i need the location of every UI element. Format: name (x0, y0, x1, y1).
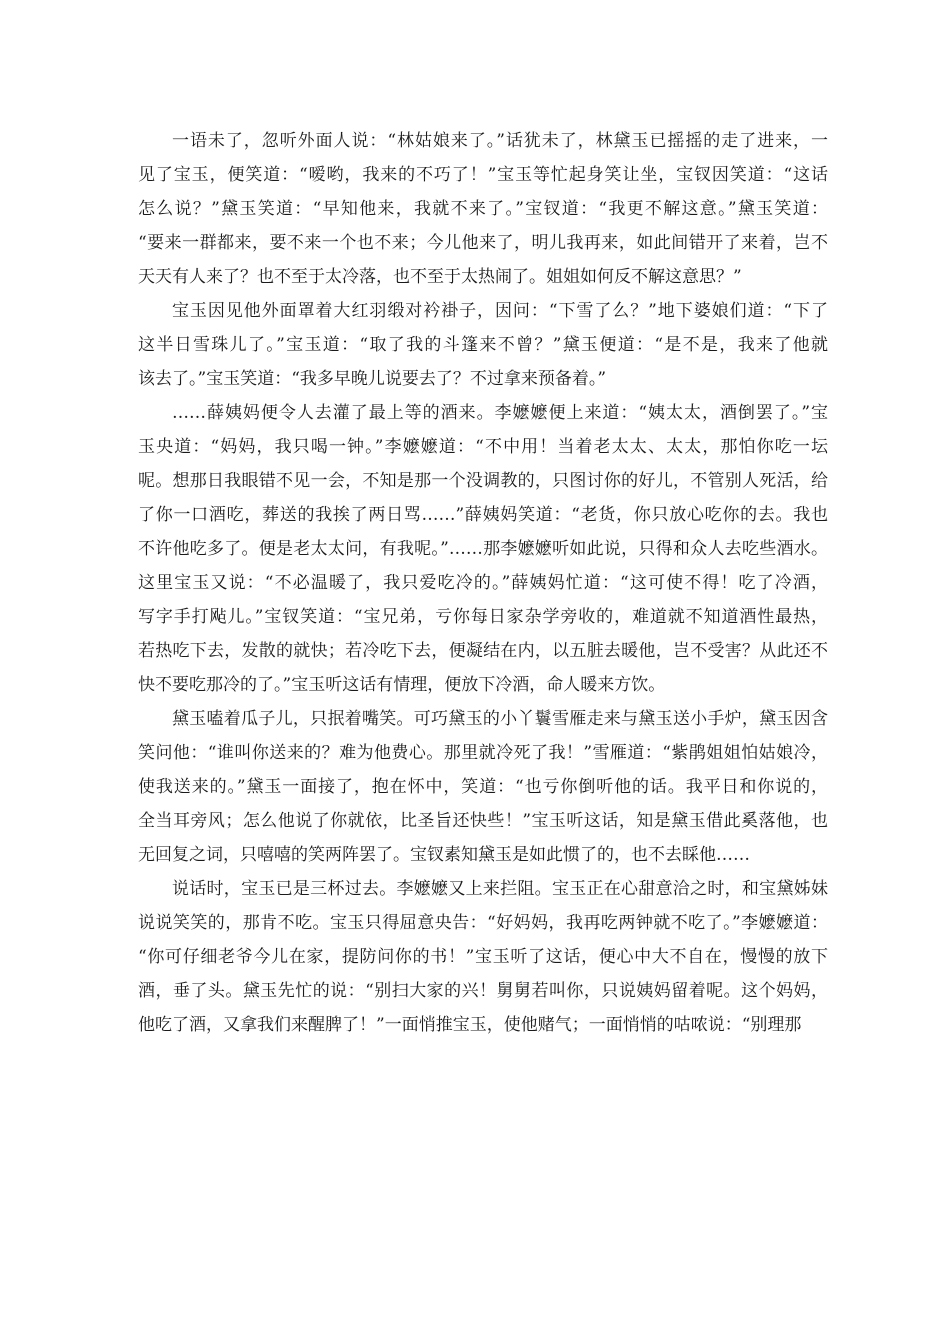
text-line: “要来一群都来，要不来一个也不来；今儿他来了，明儿我再来，如此间错开了来着，岂不 (138, 233, 828, 253)
paragraph (138, 294, 828, 396)
text-line: 说说笑笑的，那肯不吃。宝玉只得屈意央告：“好妈妈，我再吃两钟就不吃了。”李嬷嬷道： (138, 913, 828, 933)
text-line: 全当耳旁风；怎么他说了你就依，比圣旨还快些！”宝玉听这话，知是黛玉借此奚落他，也 (138, 811, 828, 831)
text-line: 使我送来的。”黛玉一面接了，抱在怀中，笑道：“也亏你倒听他的话。我平日和你说的， (138, 777, 828, 797)
paragraph (138, 396, 828, 702)
text-line: 该去了。”宝玉笑道：“我多早晚儿说要去了？不过拿来预备着。” (138, 369, 607, 389)
body-text (138, 124, 828, 1042)
text-line: 无回复之词，只嘻嘻的笑两阵罢了。宝钗素知黛玉是如此惯了的，也不去睬他…… (138, 845, 750, 865)
text-line: 一语未了，忽听外面人说：“林姑娘来了。”话犹未了，林黛玉已摇摇的走了进来，一 (172, 131, 828, 151)
text-line: 了你一口酒吃，葬送的我挨了两日骂……”薛姨妈笑道：“老货，你只放心吃你的去。我也 (138, 505, 828, 525)
text-line: “你可仔细老爷今儿在家，提防问你的书！”宝玉听了这话，便心中大不自在，慢慢的放下 (138, 947, 828, 967)
text-line: 他吃了酒，又拿我们来醒脾了！”一面悄推宝玉，使他赌气；一面悄悄的咕哝说：“别理那 (138, 1015, 802, 1035)
text-line: 见了宝玉，便笑道：“嗳哟，我来的不巧了！”宝玉等忙起身笑让坐，宝钗因笑道：“这话 (138, 165, 828, 185)
text-line: 宝玉因见他外面罩着大红羽缎对衿褂子，因问：“下雪了么？”地下婆娘们道：“下了 (172, 301, 828, 321)
text-line: 这半日雪珠儿了。”宝玉道：“取了我的斗篷来不曾？”黛玉便道：“是不是，我来了他就 (138, 335, 828, 355)
text-line: 写字手打飐儿。”宝钗笑道：“宝兄弟，亏你每日家杂学旁收的，难道就不知道酒性最热， (138, 607, 828, 627)
text-line: 酒，垂了头。黛玉先忙的说：“别扫大家的兴！舅舅若叫你，只说姨妈留着呢。这个妈妈， (138, 981, 828, 1001)
text-line: 怎么说？”黛玉笑道：“早知他来，我就不来了。”宝钗道：“我更不解这意。”黛玉笑道： (138, 199, 828, 219)
text-line: 若热吃下去，发散的就快；若冷吃下去，便凝结在内，以五脏去暖他，岂不受害？从此还不 (138, 641, 828, 661)
text-line: 天天有人来了？也不至于太冷落，也不至于太热闹了。姐姐如何反不解这意思？” (138, 267, 742, 287)
text-line: 不许他吃多了。便是老太太问，有我呢。”……那李嬷嬷听如此说，只得和众人去吃些酒水。 (138, 539, 828, 559)
text-line: 笑问他：“谁叫你送来的？难为他费心。那里就冷死了我！”雪雁道：“紫鹃姐姐怕姑娘冷， (138, 743, 828, 763)
paragraph (138, 124, 828, 294)
paragraph (138, 872, 828, 1042)
text-line: 黛玉嗑着瓜子儿，只抿着嘴笑。可巧黛玉的小丫鬟雪雁走来与黛玉送小手炉，黛玉因含 (172, 709, 828, 729)
text-line: 快不要吃那冷的了。”宝玉听这话有情理，便放下冷酒，命人暖来方饮。 (138, 675, 666, 695)
text-line: ……薛姨妈便令人去灌了最上等的酒来。李嬷嬷便上来道：“姨太太，酒倒罢了。”宝 (172, 403, 828, 423)
text-line: 这里宝玉又说：“不必温暖了，我只爱吃冷的。”薛姨妈忙道：“这可使不得！吃了冷酒， (138, 573, 828, 593)
text-line: 说话时，宝玉已是三杯过去。李嬷嬷又上来拦阻。宝玉正在心甜意洽之时，和宝黛姊妹 (172, 879, 828, 899)
paragraph (138, 702, 828, 872)
text-line: 玉央道：“妈妈，我只喝一钟。”李嬷嬷道：“不中用！当着老太太、太太，那怕你吃一坛 (138, 437, 828, 457)
text-line: 呢。想那日我眼错不见一会，不知是那一个没调教的，只图讨你的好儿，不管别人死活，给 (138, 471, 828, 491)
